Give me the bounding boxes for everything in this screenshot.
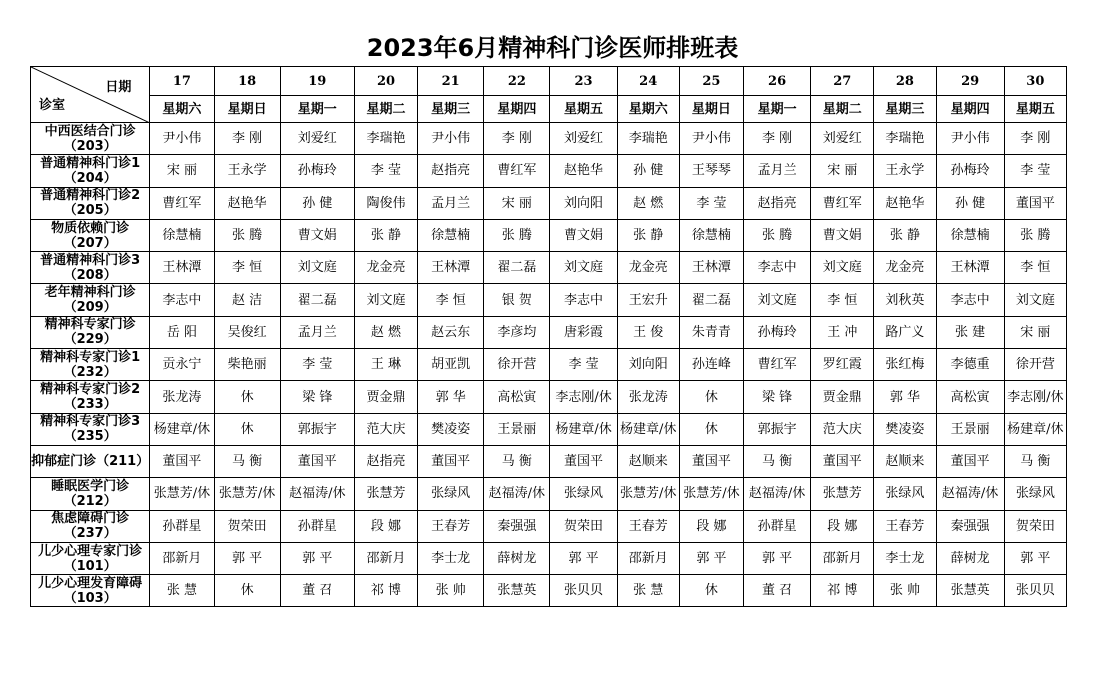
table-row: [31, 284, 1067, 316]
page-title: 2023年6月精神科门诊医师排班表: [366, 34, 739, 62]
doctor-cell: 赵云东: [418, 316, 484, 348]
doctor-cell: 赵 燃: [617, 187, 679, 219]
doctor-cell: 董国平: [811, 445, 874, 477]
doctor-cell: 杨建章/休: [617, 413, 679, 445]
doctor-cell: 杨建章/休: [1004, 413, 1066, 445]
doctor-cell: 赵指亮: [743, 187, 810, 219]
doctor-cell: 曹红军: [743, 349, 810, 381]
doctor-cell: 邵新月: [811, 542, 874, 574]
doctor-cell: 段 娜: [811, 510, 874, 542]
room-name: 儿少心理发育障碍（103）: [31, 575, 150, 607]
doctor-cell: 贾金鼎: [354, 381, 417, 413]
corner-diagonal: [31, 67, 150, 123]
doctor-cell: 祁 博: [811, 575, 874, 607]
doctor-cell: 赵顺来: [617, 445, 679, 477]
table-row: [31, 445, 1067, 477]
doctor-cell: 张绿风: [1004, 478, 1066, 510]
weekday-header: 星期日: [679, 96, 743, 123]
doctor-cell: 张 腾: [743, 219, 810, 251]
weekday-header: 星期三: [418, 96, 484, 123]
doctor-cell: 刘爱红: [550, 123, 617, 155]
doctor-cell: 李瑞艳: [874, 123, 936, 155]
doctor-cell: 张慧英: [484, 575, 550, 607]
doctor-cell: 翟二磊: [280, 284, 354, 316]
doctor-cell: 李 刚: [484, 123, 550, 155]
doctor-cell: 董国平: [679, 445, 743, 477]
doctor-cell: 郭 华: [874, 381, 936, 413]
doctor-cell: 马 衡: [743, 445, 810, 477]
doctor-cell: 李 刚: [743, 123, 810, 155]
date-header: 26: [743, 67, 810, 96]
corner-room-label: 诊室: [39, 98, 66, 113]
doctor-cell: 杨建章/休: [550, 413, 617, 445]
table-row: [31, 219, 1067, 251]
doctor-cell: 刘向阳: [617, 349, 679, 381]
doctor-cell: 李 刚: [1004, 123, 1066, 155]
weekday-header: 星期四: [936, 96, 1004, 123]
doctor-cell: 郭振宇: [280, 413, 354, 445]
doctor-cell: 陶俊伟: [354, 187, 417, 219]
doctor-cell: 休: [679, 381, 743, 413]
doctor-cell: 李 恒: [214, 252, 280, 284]
room-name: 精神科专家门诊1（232）: [31, 349, 150, 381]
doctor-cell: 孙梅玲: [743, 316, 810, 348]
doctor-cell: 王林潭: [418, 252, 484, 284]
doctor-cell: 段 娜: [679, 510, 743, 542]
table-row: [31, 575, 1067, 607]
doctor-cell: 李 莹: [354, 155, 417, 187]
doctor-cell: 张 建: [936, 316, 1004, 348]
doctor-cell: 孙梅玲: [280, 155, 354, 187]
doctor-cell: 曹文娟: [550, 219, 617, 251]
doctor-cell: 孟月兰: [418, 187, 484, 219]
doctor-cell: 孟月兰: [743, 155, 810, 187]
table-row: [31, 542, 1067, 574]
doctor-cell: 休: [679, 575, 743, 607]
doctor-cell: 孙梅玲: [936, 155, 1004, 187]
doctor-cell: 张 静: [874, 219, 936, 251]
doctor-cell: 曹红军: [484, 155, 550, 187]
doctor-cell: 贺荣田: [1004, 510, 1066, 542]
doctor-cell: 邵新月: [150, 542, 214, 574]
doctor-cell: 李 莹: [1004, 155, 1066, 187]
doctor-cell: 李 莹: [679, 187, 743, 219]
doctor-cell: 赵福涛/休: [743, 478, 810, 510]
doctor-cell: 董国平: [936, 445, 1004, 477]
date-header: 20: [354, 67, 417, 96]
doctor-cell: 董国平: [1004, 187, 1066, 219]
doctor-cell: 李志中: [150, 284, 214, 316]
table-row: [31, 349, 1067, 381]
doctor-cell: 孙群星: [743, 510, 810, 542]
doctor-cell: 赵福涛/休: [936, 478, 1004, 510]
table-row: [31, 252, 1067, 284]
doctor-cell: 张绿风: [550, 478, 617, 510]
doctor-cell: 李 恒: [1004, 252, 1066, 284]
doctor-cell: 董 召: [743, 575, 810, 607]
doctor-cell: 王林潭: [150, 252, 214, 284]
doctor-cell: 李 刚: [214, 123, 280, 155]
table-row: [31, 123, 1067, 155]
doctor-cell: 张贝贝: [1004, 575, 1066, 607]
table-row: [31, 155, 1067, 187]
doctor-cell: 王 琳: [354, 349, 417, 381]
doctor-cell: 张 慧: [617, 575, 679, 607]
doctor-cell: 张慧芳: [811, 478, 874, 510]
doctor-cell: 张 帅: [418, 575, 484, 607]
room-name: 睡眠医学门诊（212）: [31, 478, 150, 510]
doctor-cell: 赵 洁: [214, 284, 280, 316]
doctor-cell: 王春芳: [617, 510, 679, 542]
doctor-cell: 张龙涛: [150, 381, 214, 413]
doctor-cell: 孟月兰: [280, 316, 354, 348]
doctor-cell: 龙金亮: [617, 252, 679, 284]
doctor-cell: 休: [214, 575, 280, 607]
doctor-cell: 刘文庭: [1004, 284, 1066, 316]
doctor-cell: 王琴琴: [679, 155, 743, 187]
doctor-cell: 郭 平: [743, 542, 810, 574]
table-row: [31, 478, 1067, 510]
doctor-cell: 张龙涛: [617, 381, 679, 413]
doctor-cell: 郭 平: [214, 542, 280, 574]
doctor-cell: 刘秋英: [874, 284, 936, 316]
doctor-cell: 刘文庭: [280, 252, 354, 284]
doctor-cell: 张慧英: [936, 575, 1004, 607]
doctor-cell: 邵新月: [617, 542, 679, 574]
doctor-cell: 高松寅: [484, 381, 550, 413]
doctor-cell: 胡亚凯: [418, 349, 484, 381]
doctor-cell: 李瑞艳: [354, 123, 417, 155]
doctor-cell: 李瑞艳: [617, 123, 679, 155]
doctor-cell: 董国平: [550, 445, 617, 477]
doctor-cell: 张 腾: [1004, 219, 1066, 251]
doctor-cell: 樊凌姿: [418, 413, 484, 445]
doctor-cell: 张 腾: [214, 219, 280, 251]
doctor-cell: 梁 锋: [280, 381, 354, 413]
doctor-cell: 邵新月: [354, 542, 417, 574]
doctor-cell: 杨建章/休: [150, 413, 214, 445]
doctor-cell: 赵艳华: [214, 187, 280, 219]
doctor-cell: 张 静: [617, 219, 679, 251]
doctor-cell: 赵 燃: [354, 316, 417, 348]
doctor-cell: 休: [214, 381, 280, 413]
room-name: 普通精神科门诊1（204）: [31, 155, 150, 187]
room-name: 老年精神科门诊（209）: [31, 284, 150, 316]
doctor-cell: 宋 丽: [1004, 316, 1066, 348]
doctor-cell: 徐慧楠: [150, 219, 214, 251]
weekday-header: 星期四: [484, 96, 550, 123]
doctor-cell: 休: [214, 413, 280, 445]
doctor-cell: 李士龙: [874, 542, 936, 574]
doctor-cell: 银 贺: [484, 284, 550, 316]
doctor-cell: 郭振宇: [743, 413, 810, 445]
doctor-cell: 孙群星: [150, 510, 214, 542]
date-header: 30: [1004, 67, 1066, 96]
room-name: 物质依赖门诊（207）: [31, 219, 150, 251]
doctor-cell: 曹红军: [150, 187, 214, 219]
doctor-cell: 赵福涛/休: [280, 478, 354, 510]
doctor-cell: 薛树龙: [484, 542, 550, 574]
doctor-cell: 曹文娟: [280, 219, 354, 251]
table-row: [31, 187, 1067, 219]
doctor-cell: 尹小伟: [150, 123, 214, 155]
doctor-cell: 李德重: [936, 349, 1004, 381]
doctor-cell: 王宏升: [617, 284, 679, 316]
doctor-cell: 李 莹: [550, 349, 617, 381]
doctor-cell: 李志中: [550, 284, 617, 316]
doctor-cell: 贡永宁: [150, 349, 214, 381]
doctor-cell: 张 腾: [484, 219, 550, 251]
doctor-cell: 赵福涛/休: [484, 478, 550, 510]
doctor-cell: 刘爱红: [811, 123, 874, 155]
date-header-row: [31, 67, 1067, 96]
schedule-body: [31, 123, 1067, 607]
weekday-header: 星期六: [150, 96, 214, 123]
date-header: 25: [679, 67, 743, 96]
doctor-cell: 吴俊红: [214, 316, 280, 348]
doctor-cell: 尹小伟: [418, 123, 484, 155]
doctor-cell: 张 帅: [874, 575, 936, 607]
doctor-cell: 翟二磊: [679, 284, 743, 316]
doctor-cell: 李士龙: [418, 542, 484, 574]
weekday-header: 星期三: [874, 96, 936, 123]
doctor-cell: 李志刚/休: [550, 381, 617, 413]
doctor-cell: 李志中: [743, 252, 810, 284]
weekday-header: 星期日: [214, 96, 280, 123]
doctor-cell: 徐开营: [1004, 349, 1066, 381]
doctor-cell: 赵指亮: [354, 445, 417, 477]
date-header: 22: [484, 67, 550, 96]
doctor-cell: 段 娜: [354, 510, 417, 542]
doctor-cell: 龙金亮: [874, 252, 936, 284]
room-name: 焦虑障碍门诊（237）: [31, 510, 150, 542]
doctor-cell: 张慧芳/休: [679, 478, 743, 510]
doctor-cell: 李彦均: [484, 316, 550, 348]
doctor-cell: 董国平: [280, 445, 354, 477]
doctor-cell: 龙金亮: [354, 252, 417, 284]
date-header: 24: [617, 67, 679, 96]
doctor-cell: 赵指亮: [418, 155, 484, 187]
doctor-cell: 郭 平: [550, 542, 617, 574]
room-name: 精神科专家门诊3（235）: [31, 413, 150, 445]
doctor-cell: 赵艳华: [550, 155, 617, 187]
room-name: 普通精神科门诊2（205）: [31, 187, 150, 219]
weekday-header: 星期五: [1004, 96, 1066, 123]
doctor-cell: 徐慧楠: [936, 219, 1004, 251]
doctor-cell: 张慧芳/休: [150, 478, 214, 510]
room-name: 抑郁症门诊（211）: [31, 445, 150, 477]
weekday-header: 星期二: [354, 96, 417, 123]
doctor-cell: 曹文娟: [811, 219, 874, 251]
doctor-cell: 张慧芳/休: [617, 478, 679, 510]
doctor-cell: 董国平: [418, 445, 484, 477]
doctor-cell: 高松寅: [936, 381, 1004, 413]
doctor-cell: 徐慧楠: [418, 219, 484, 251]
doctor-cell: 罗红霞: [811, 349, 874, 381]
doctor-cell: 贺荣田: [214, 510, 280, 542]
doctor-cell: 范大庆: [811, 413, 874, 445]
doctor-cell: 樊凌姿: [874, 413, 936, 445]
doctor-cell: 王永学: [214, 155, 280, 187]
doctor-cell: 宋 丽: [150, 155, 214, 187]
table-row: [31, 316, 1067, 348]
weekday-header: 星期五: [550, 96, 617, 123]
doctor-cell: 孙群星: [280, 510, 354, 542]
doctor-cell: 郭 平: [1004, 542, 1066, 574]
doctor-cell: 范大庆: [354, 413, 417, 445]
doctor-cell: 王永学: [874, 155, 936, 187]
doctor-cell: 刘文庭: [550, 252, 617, 284]
doctor-cell: 路广义: [874, 316, 936, 348]
doctor-cell: 马 衡: [484, 445, 550, 477]
doctor-cell: 贺荣田: [550, 510, 617, 542]
weekday-header: 星期一: [743, 96, 810, 123]
schedule-table: [30, 66, 1067, 607]
doctor-cell: 马 衡: [214, 445, 280, 477]
doctor-cell: 张贝贝: [550, 575, 617, 607]
doctor-cell: 郭 平: [280, 542, 354, 574]
date-header: 21: [418, 67, 484, 96]
doctor-cell: 李 莹: [280, 349, 354, 381]
doctor-cell: 董国平: [150, 445, 214, 477]
date-header: 17: [150, 67, 214, 96]
table-row: [31, 381, 1067, 413]
doctor-cell: 尹小伟: [679, 123, 743, 155]
weekday-header: 星期二: [811, 96, 874, 123]
doctor-cell: 王林潭: [936, 252, 1004, 284]
doctor-cell: 孙 健: [936, 187, 1004, 219]
doctor-cell: 翟二磊: [484, 252, 550, 284]
doctor-cell: 王 冲: [811, 316, 874, 348]
doctor-cell: 马 衡: [1004, 445, 1066, 477]
doctor-cell: 唐彩霞: [550, 316, 617, 348]
doctor-cell: 张慧芳: [354, 478, 417, 510]
doctor-cell: 薛树龙: [936, 542, 1004, 574]
weekday-header-row: [31, 96, 1067, 123]
doctor-cell: 曹红军: [811, 187, 874, 219]
doctor-cell: 郭 平: [679, 542, 743, 574]
doctor-cell: 李 恒: [811, 284, 874, 316]
doctor-cell: 王 俊: [617, 316, 679, 348]
date-header: 27: [811, 67, 874, 96]
date-header: 29: [936, 67, 1004, 96]
doctor-cell: 李志刚/休: [1004, 381, 1066, 413]
doctor-cell: 李志中: [936, 284, 1004, 316]
doctor-cell: 刘文庭: [354, 284, 417, 316]
doctor-cell: 王春芳: [418, 510, 484, 542]
doctor-cell: 孙 健: [617, 155, 679, 187]
table-row: [31, 510, 1067, 542]
doctor-cell: 张绿风: [418, 478, 484, 510]
doctor-cell: 王景丽: [484, 413, 550, 445]
doctor-cell: 张 静: [354, 219, 417, 251]
room-name: 精神科专家门诊（229）: [31, 316, 150, 348]
doctor-cell: 祁 博: [354, 575, 417, 607]
corner-header: [31, 67, 150, 123]
doctor-cell: 刘向阳: [550, 187, 617, 219]
doctor-cell: 宋 丽: [484, 187, 550, 219]
doctor-cell: 秦强强: [936, 510, 1004, 542]
date-header: 19: [280, 67, 354, 96]
doctor-cell: 刘文庭: [743, 284, 810, 316]
table-row: [31, 413, 1067, 445]
doctor-cell: 孙连峰: [679, 349, 743, 381]
doctor-cell: 柴艳丽: [214, 349, 280, 381]
doctor-cell: 董 召: [280, 575, 354, 607]
doctor-cell: 张红梅: [874, 349, 936, 381]
date-header: 23: [550, 67, 617, 96]
doctor-cell: 王春芳: [874, 510, 936, 542]
doctor-cell: 王景丽: [936, 413, 1004, 445]
doctor-cell: 刘爱红: [280, 123, 354, 155]
doctor-cell: 张慧芳/休: [214, 478, 280, 510]
doctor-cell: 郭 华: [418, 381, 484, 413]
corner-date-label: 日期: [105, 80, 132, 95]
doctor-cell: 张绿风: [874, 478, 936, 510]
doctor-cell: 休: [679, 413, 743, 445]
doctor-cell: 岳 阳: [150, 316, 214, 348]
doctor-cell: 刘文庭: [811, 252, 874, 284]
doctor-cell: 秦强强: [484, 510, 550, 542]
doctor-cell: 赵顺来: [874, 445, 936, 477]
doctor-cell: 梁 锋: [743, 381, 810, 413]
doctor-cell: 贾金鼎: [811, 381, 874, 413]
doctor-cell: 朱青青: [679, 316, 743, 348]
doctor-cell: 赵艳华: [874, 187, 936, 219]
room-name: 普通精神科门诊3（208）: [31, 252, 150, 284]
room-name: 中西医结合门诊（203）: [31, 123, 150, 155]
doctor-cell: 王林潭: [679, 252, 743, 284]
weekday-header: 星期六: [617, 96, 679, 123]
room-name: 儿少心理专家门诊（101）: [31, 542, 150, 574]
date-header: 28: [874, 67, 936, 96]
doctor-cell: 孙 健: [280, 187, 354, 219]
room-name: 精神科专家门诊2（233）: [31, 381, 150, 413]
doctor-cell: 徐慧楠: [679, 219, 743, 251]
weekday-header: 星期一: [280, 96, 354, 123]
doctor-cell: 宋 丽: [811, 155, 874, 187]
doctor-cell: 尹小伟: [936, 123, 1004, 155]
doctor-cell: 张 慧: [150, 575, 214, 607]
date-header: 18: [214, 67, 280, 96]
doctor-cell: 李 恒: [418, 284, 484, 316]
doctor-cell: 徐开营: [484, 349, 550, 381]
